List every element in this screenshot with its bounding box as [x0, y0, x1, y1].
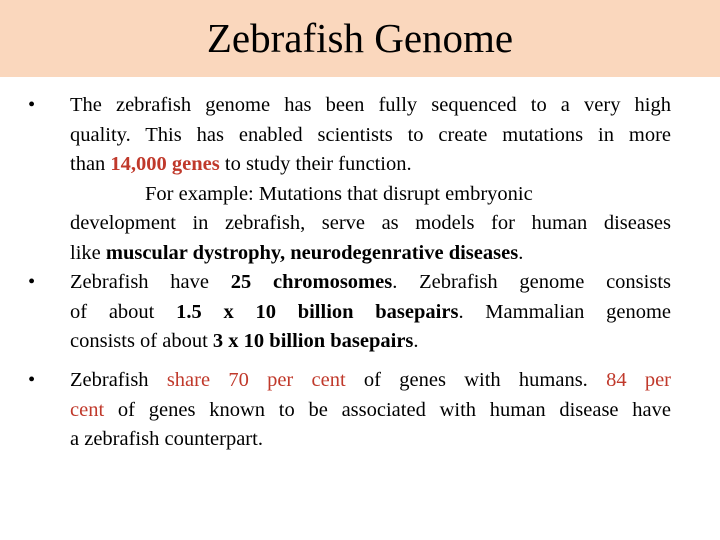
text-line	[70, 327, 671, 357]
text-run: For example: Mutations that disrupt embryonic	[145, 182, 533, 205]
text-run: consists of about	[70, 330, 213, 352]
text-line	[70, 121, 671, 151]
text-line	[70, 298, 671, 328]
highlight-share: share 70 per cent	[166, 369, 346, 391]
text-line	[70, 239, 671, 269]
text-run: a zebrafish counterpart.	[70, 428, 263, 450]
bold-diseases: muscular dystrophy, neurodegenrative diseases	[105, 241, 519, 264]
text-line	[70, 180, 671, 210]
bullet-marker: •	[28, 271, 36, 293]
text-run: quality. This has enabled scientists to create mutations in more	[70, 123, 671, 146]
text-line	[70, 425, 671, 455]
bold-mammal-basepairs: 3 x 10 billion basepairs	[212, 330, 414, 352]
bullet-marker: •	[28, 94, 36, 116]
bold-zebrafish-basepairs: 1.5 x 10 billion basepairs	[176, 300, 459, 323]
bullet-item	[28, 91, 671, 268]
highlight-genes: 14,000 genes	[110, 153, 220, 175]
bullet-marker: •	[28, 369, 36, 391]
text-run: .	[518, 241, 524, 264]
text-line	[70, 150, 671, 180]
text-run: to study their function.	[219, 153, 412, 175]
text-run: The zebrafish genome has been fully sequenced to a very high	[70, 94, 671, 116]
text-run: .	[413, 330, 419, 352]
bullet-item	[28, 366, 671, 455]
highlight-percent: 84 per	[606, 369, 671, 391]
text-run: of genes with humans.	[345, 369, 607, 391]
text-line	[70, 268, 671, 298]
text-run: . Zebrafish genome consists	[392, 271, 671, 293]
highlight-percent-cont: cent	[70, 398, 105, 421]
text-run: development in zebrafish, serve as models for human diseases	[70, 212, 671, 234]
text-run: than	[70, 153, 111, 175]
text-line	[70, 91, 671, 121]
bold-chromosomes: 25 chromosomes	[230, 271, 393, 293]
text-run: Zebrafish have	[70, 271, 231, 293]
text-line	[70, 366, 671, 396]
bullet-item	[28, 268, 671, 357]
text-line	[70, 209, 671, 239]
text-run: of genes known to be associated with human disease have	[104, 398, 671, 421]
text-run: of about	[70, 300, 177, 323]
text-run: like	[70, 241, 106, 264]
text-line	[70, 396, 671, 426]
page-title: Zebrafish Genome	[206, 15, 514, 61]
text-run: . Mammalian genome	[458, 300, 671, 323]
text-run: Zebrafish	[70, 369, 167, 391]
